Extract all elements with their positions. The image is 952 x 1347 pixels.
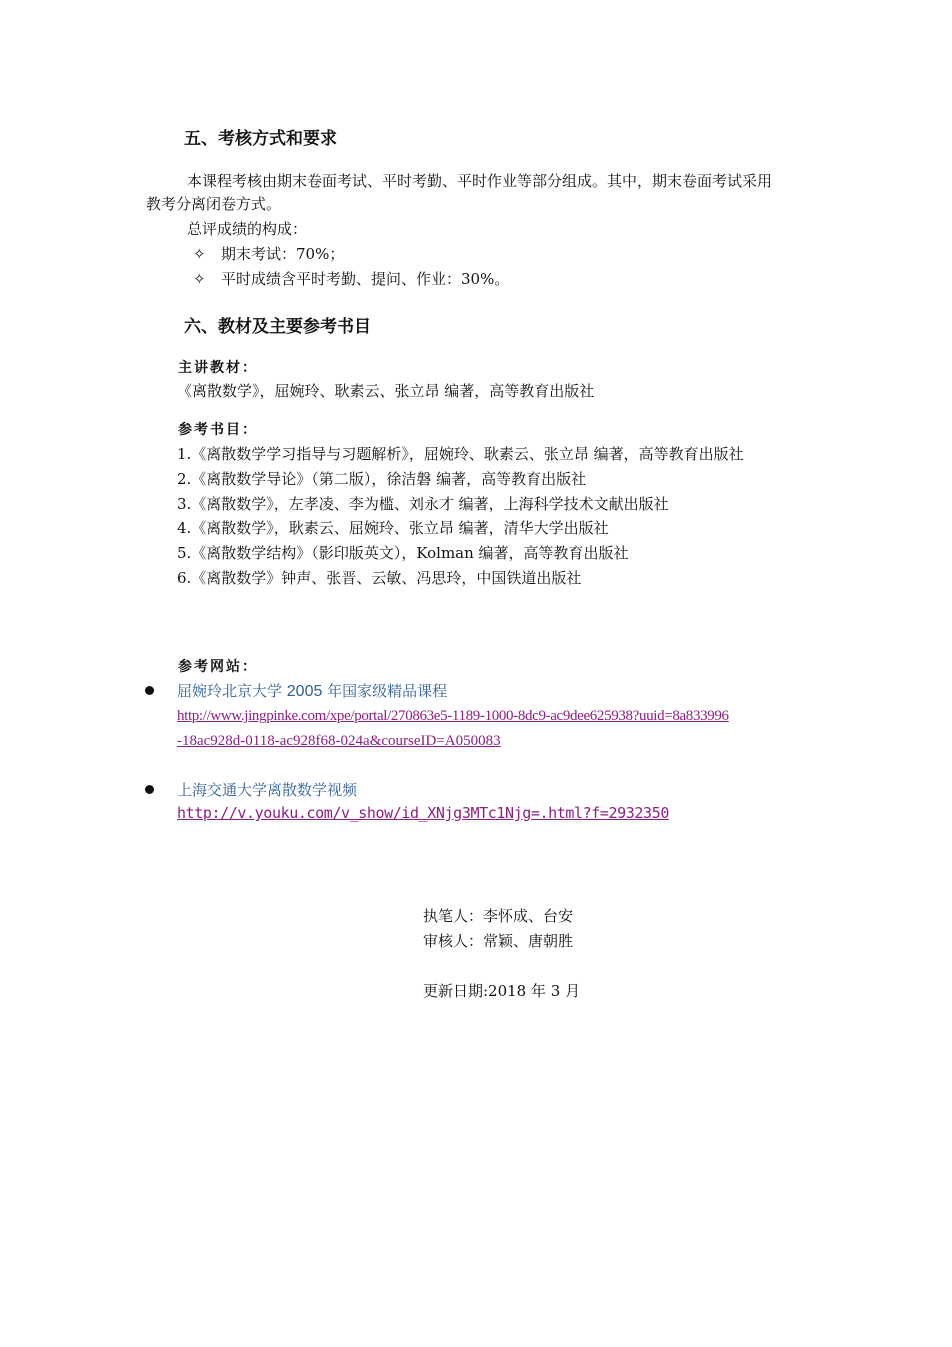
website-link[interactable]: http://v.youku.com/v_show/id_XNjg3MTc1Njg=.html?f=2932350: [177, 804, 669, 822]
section5-heading: 五、考核方式和要求: [184, 129, 337, 149]
reviewer-line: 审核人：常颖、唐朝胜: [423, 932, 574, 950]
website-title: 上海交通大学离散数学视频: [177, 781, 358, 799]
bullet-icon: [145, 785, 154, 794]
reference-item: 1.《离散数学学习指导与习题解析》，屈婉玲、耿素云、张立昂 编著，高等教育出版社: [177, 445, 744, 463]
reference-item: 5.《离散数学结构》（影印版英文），Kolman 编著，高等教育出版社: [177, 544, 629, 562]
update-date: 更新日期:2018 年 3 月: [423, 982, 581, 1000]
bullet-icon: [145, 686, 154, 695]
website-title: 屈婉玲北京大学 2005 年国家级精品课程: [177, 682, 448, 700]
websites-label: 参考网站：: [178, 659, 258, 675]
reference-item: 6.《离散数学》钟声、张晋、云敏、冯思玲，中国铁道出版社: [177, 569, 582, 587]
main-textbook-label: 主讲教材：: [178, 360, 258, 376]
section6-heading: 六、教材及主要参考书目: [184, 317, 371, 337]
diamond-icon: ✧: [193, 245, 206, 263]
main-textbook: 《离散数学》，屈婉玲、耿素云、张立昂 编著，高等教育出版社: [177, 382, 595, 400]
reference-item: 3.《离散数学》，左孝凌、李为槛、刘永才 编著，上海科学技术文献出版社: [177, 495, 669, 513]
list-item: [193, 243, 344, 264]
author-line: 执笔人：李怀成、台安: [423, 907, 574, 925]
list-item: [193, 268, 509, 289]
diamond-icon: ✧: [193, 270, 206, 288]
reference-item: 4.《离散数学》，耿素云、屈婉玲、张立昂 编著，清华大学出版社: [177, 519, 609, 537]
list-item-text: 平时成绩含平时考勤、提问、作业：30%。: [221, 270, 510, 288]
list-item-text: 期末考试：70%；: [221, 245, 345, 263]
references-label: 参考书目：: [178, 422, 258, 438]
website-link-line1[interactable]: http://www.jingpinke.com/xpe/portal/270863e5-1189-1000-8dc9-ac9dee625938?uuid=8a833996: [177, 708, 729, 724]
composition-label: 总评成绩的构成：: [187, 220, 308, 238]
assessment-paragraph-line1: 本课程考核由期末卷面考试、平时考勤、平时作业等部分组成。其中，期末卷面考试采用: [187, 172, 773, 190]
reference-item: 2.《离散数学导论》（第二版），徐洁磐 编著，高等教育出版社: [177, 470, 587, 488]
website-link-line2[interactable]: -18ac928d-0118-ac928f68-024a&courseID=A050083: [177, 733, 501, 749]
assessment-paragraph-line2: 教考分离闭卷方式。: [146, 195, 282, 213]
